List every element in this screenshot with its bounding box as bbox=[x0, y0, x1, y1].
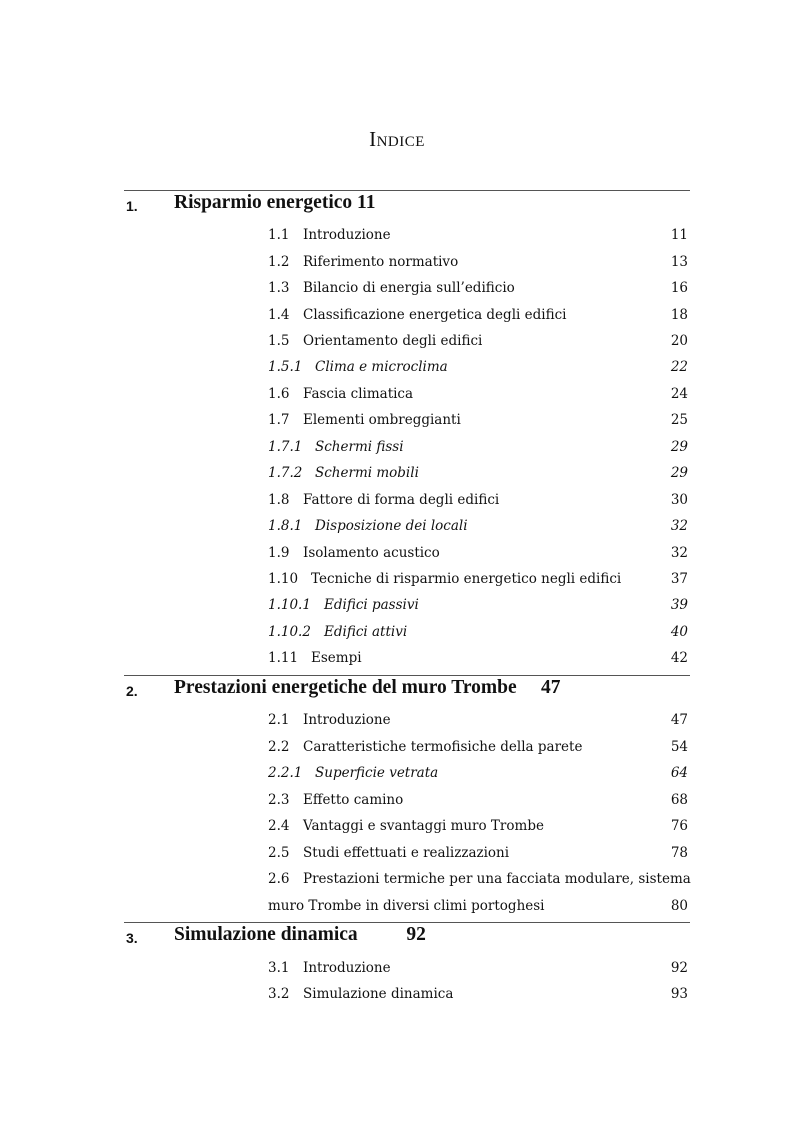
entry-text: Edifici passivi bbox=[324, 597, 419, 613]
entry-number: 3.2 bbox=[268, 986, 290, 1002]
entry-page: 16 bbox=[670, 280, 688, 296]
chapter-heading bbox=[124, 922, 690, 953]
entry-number: 1.10.2 bbox=[268, 624, 311, 640]
toc-entry[interactable] bbox=[268, 813, 688, 839]
entry-number: 2.5 bbox=[268, 845, 290, 861]
entry-page: 24 bbox=[670, 386, 688, 402]
entry-page: 37 bbox=[670, 571, 688, 587]
entry-number: 2.1 bbox=[268, 712, 290, 728]
chapter-heading bbox=[124, 675, 690, 706]
entry-number: 3.1 bbox=[268, 960, 290, 976]
toc-entry[interactable] bbox=[268, 981, 688, 1007]
entry-text: Tecniche di risparmio energetico negli edifici bbox=[311, 571, 622, 587]
index-title-initial: I bbox=[369, 127, 377, 151]
entry-text: Disposizione dei locali bbox=[315, 518, 468, 534]
chapter-number: 3. bbox=[126, 930, 138, 946]
entry-page: 32 bbox=[670, 518, 688, 534]
toc-entry[interactable] bbox=[268, 249, 688, 275]
chapter-number: 1. bbox=[126, 198, 138, 214]
entry-text: Isolamento acustico bbox=[303, 545, 440, 561]
entry-page: 11 bbox=[670, 227, 688, 243]
entry-page: 42 bbox=[670, 650, 688, 666]
entry-text: Classificazione energetica degli edifici bbox=[303, 307, 567, 323]
entry-number: 2.3 bbox=[268, 792, 290, 808]
entry-page: 20 bbox=[670, 333, 688, 349]
entry-page: 39 bbox=[670, 597, 688, 613]
entry-text: muro Trombe in diversi climi portoghesi bbox=[268, 898, 545, 914]
entry-text: Effetto camino bbox=[303, 792, 404, 808]
entry-text: Clima e microclima bbox=[315, 359, 448, 375]
toc-entry[interactable] bbox=[268, 381, 688, 407]
toc-subentry[interactable] bbox=[268, 460, 688, 486]
entry-page: 32 bbox=[670, 545, 688, 561]
toc-entry[interactable] bbox=[268, 645, 688, 671]
toc-subentry[interactable] bbox=[268, 434, 688, 460]
entry-text: Orientamento degli edifici bbox=[303, 333, 483, 349]
entry-text: Introduzione bbox=[303, 712, 391, 728]
toc-subentry[interactable] bbox=[268, 592, 688, 618]
entry-page: 22 bbox=[670, 359, 688, 375]
entry-text: Superficie vetrata bbox=[315, 765, 439, 781]
entry-text: Schermi mobili bbox=[315, 465, 419, 481]
toc-entry[interactable] bbox=[268, 840, 688, 866]
entry-number: 1.8.1 bbox=[268, 518, 303, 534]
toc-entry[interactable] bbox=[268, 566, 688, 592]
chapter-heading bbox=[124, 190, 690, 221]
entry-page: 47 bbox=[670, 712, 688, 728]
entry-page: 29 bbox=[670, 465, 688, 481]
chapter-title: Simulazione dinamica 92 bbox=[174, 924, 426, 945]
entry-number: 1.2 bbox=[268, 254, 290, 270]
entry-number: 1.7 bbox=[268, 412, 290, 428]
toc-subentry[interactable] bbox=[268, 760, 688, 786]
entry-text: Studi effettuati e realizzazioni bbox=[303, 845, 510, 861]
index-title-rest: NDICE bbox=[376, 134, 425, 150]
chapter-number: 2. bbox=[126, 683, 138, 699]
entry-text: Introduzione bbox=[303, 227, 391, 243]
entry-page: 29 bbox=[670, 439, 688, 455]
toc-entry[interactable] bbox=[268, 955, 688, 981]
entry-number: 2.2 bbox=[268, 739, 290, 755]
toc-entry[interactable] bbox=[268, 487, 688, 513]
entry-text: Introduzione bbox=[303, 960, 391, 976]
entry-number: 1.9 bbox=[268, 545, 290, 561]
toc-entry[interactable] bbox=[268, 866, 691, 892]
entry-page: 30 bbox=[670, 492, 688, 508]
entry-number: 1.5 bbox=[268, 333, 290, 349]
entry-number: 1.8 bbox=[268, 492, 290, 508]
entry-number: 1.4 bbox=[268, 307, 290, 323]
chapter-title: Risparmio energetico 11 bbox=[174, 192, 376, 213]
entry-text: Bilancio di energia sull’edificio bbox=[303, 280, 515, 296]
toc-entry[interactable] bbox=[268, 328, 688, 354]
toc-entry-continuation[interactable] bbox=[268, 893, 688, 919]
toc-entry[interactable] bbox=[268, 275, 688, 301]
entry-text: Prestazioni termiche per una facciata modulare, sistema bbox=[303, 871, 691, 887]
entry-page: 78 bbox=[670, 845, 688, 861]
toc-entry[interactable] bbox=[268, 407, 688, 433]
entry-number: 2.2.1 bbox=[268, 765, 303, 781]
entry-number: 1.10.1 bbox=[268, 597, 311, 613]
entry-page: 13 bbox=[670, 254, 688, 270]
entry-page: 64 bbox=[670, 765, 688, 781]
toc-entry[interactable] bbox=[268, 734, 688, 760]
toc-entry[interactable] bbox=[268, 707, 688, 733]
entry-page: 40 bbox=[670, 624, 688, 640]
toc-entry[interactable] bbox=[268, 302, 688, 328]
entry-page: 54 bbox=[670, 739, 688, 755]
entry-text: Esempi bbox=[311, 650, 362, 666]
toc-subentry[interactable] bbox=[268, 619, 688, 645]
entry-number: 1.3 bbox=[268, 280, 290, 296]
entry-number: 1.7.2 bbox=[268, 465, 303, 481]
entry-number: 1.7.1 bbox=[268, 439, 303, 455]
entry-page: 68 bbox=[670, 792, 688, 808]
entry-text: Elementi ombreggianti bbox=[303, 412, 461, 428]
entry-text: Riferimento normativo bbox=[303, 254, 459, 270]
entry-page: 92 bbox=[670, 960, 688, 976]
chapter-title: Prestazioni energetiche del muro Trombe 47 bbox=[174, 677, 561, 698]
entry-number: 1.10 bbox=[268, 571, 299, 587]
entry-page: 18 bbox=[670, 307, 688, 323]
toc-subentry[interactable] bbox=[268, 354, 688, 380]
entry-number: 2.4 bbox=[268, 818, 290, 834]
entry-page: 76 bbox=[670, 818, 688, 834]
entry-text: Vantaggi e svantaggi muro Trombe bbox=[303, 818, 544, 834]
entry-number: 1.11 bbox=[268, 650, 299, 666]
entry-text: Simulazione dinamica bbox=[303, 986, 454, 1002]
entry-number: 2.6 bbox=[268, 871, 290, 887]
entry-number: 1.1 bbox=[268, 227, 290, 243]
entry-text: Fascia climatica bbox=[303, 386, 414, 402]
entry-number: 1.6 bbox=[268, 386, 290, 402]
entry-text: Fattore di forma degli edifici bbox=[303, 492, 500, 508]
entry-number: 1.5.1 bbox=[268, 359, 303, 375]
toc-entry[interactable] bbox=[268, 540, 688, 566]
toc-entry[interactable] bbox=[268, 787, 688, 813]
toc-subentry[interactable] bbox=[268, 513, 688, 539]
entry-text: Edifici attivi bbox=[324, 624, 408, 640]
entry-page: 93 bbox=[670, 986, 688, 1002]
toc-entry[interactable] bbox=[268, 222, 688, 248]
entry-text: Caratteristiche termofisiche della parete bbox=[303, 739, 583, 755]
index-title bbox=[0, 127, 794, 152]
entry-page: 80 bbox=[670, 898, 688, 914]
entry-page: 25 bbox=[670, 412, 688, 428]
entry-text: Schermi fissi bbox=[315, 439, 404, 455]
